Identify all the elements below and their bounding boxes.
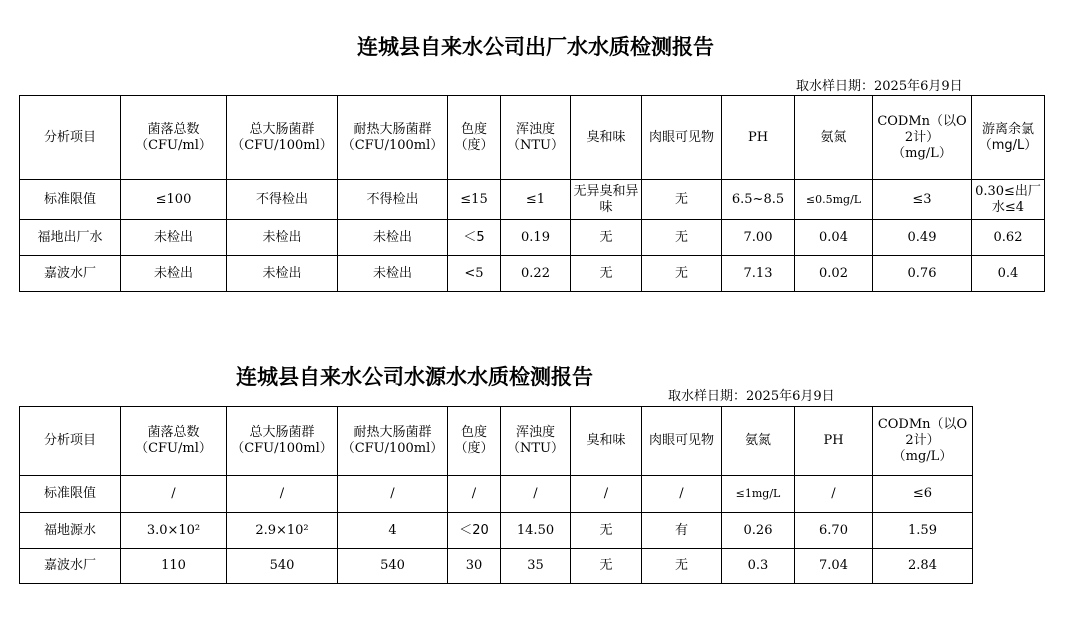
table-row bbox=[20, 180, 1045, 220]
header-cell: 浑浊度 （NTU） bbox=[501, 407, 571, 476]
header-cell: PH bbox=[722, 96, 795, 180]
table-cell: 无 bbox=[642, 256, 722, 292]
table-cell: / bbox=[642, 476, 722, 513]
row-label: 标准限值 bbox=[20, 180, 121, 220]
table-cell: 1.59 bbox=[873, 513, 973, 549]
table-cell: / bbox=[795, 476, 873, 513]
header-cell: CODMn（以O2计） （mg/L） bbox=[873, 96, 972, 180]
header-cell: 耐热大肠菌群 （CFU/100ml） bbox=[338, 407, 448, 476]
table-cell: 0.26 bbox=[722, 513, 795, 549]
header-cell: 肉眼可见物 bbox=[642, 96, 722, 180]
table-cell: 7.04 bbox=[795, 549, 873, 584]
report-2-sample-date: 取水样日期：2025年6月9日 bbox=[668, 389, 835, 404]
table-cell: 无 bbox=[571, 549, 642, 584]
table-cell: 0.22 bbox=[501, 256, 571, 292]
header-cell: 色度 （度） bbox=[448, 96, 501, 180]
table-cell: 30 bbox=[448, 549, 501, 584]
header-cell: PH bbox=[795, 407, 873, 476]
finished-water-quality-table bbox=[19, 95, 1045, 292]
table-cell: / bbox=[338, 476, 448, 513]
table-cell: 14.50 bbox=[501, 513, 571, 549]
table-cell: 540 bbox=[338, 549, 448, 584]
table-cell: 无 bbox=[642, 180, 722, 220]
header-cell: 分析项目 bbox=[20, 407, 121, 476]
table-cell: / bbox=[571, 476, 642, 513]
report-1-sample-date: 取水样日期：2025年6月9日 bbox=[796, 79, 963, 94]
header-cell: 浑浊度 （NTU） bbox=[501, 96, 571, 180]
table-row bbox=[20, 513, 973, 549]
table-cell: 不得检出 bbox=[338, 180, 448, 220]
table-cell: 0.62 bbox=[972, 220, 1045, 256]
row-label: 嘉波水厂 bbox=[20, 549, 121, 584]
table-cell: ≤1 bbox=[501, 180, 571, 220]
table-cell: <5 bbox=[448, 256, 501, 292]
table-cell: 未检出 bbox=[338, 256, 448, 292]
table-cell: ＜5 bbox=[448, 220, 501, 256]
table-cell: 0.76 bbox=[873, 256, 972, 292]
table-cell: 7.00 bbox=[722, 220, 795, 256]
table-cell: 未检出 bbox=[121, 220, 227, 256]
table-row bbox=[20, 549, 973, 584]
table-cell: 0.02 bbox=[795, 256, 873, 292]
table-cell: 0.19 bbox=[501, 220, 571, 256]
table-cell: 未检出 bbox=[121, 256, 227, 292]
header-cell: 耐热大肠菌群 （CFU/100ml） bbox=[338, 96, 448, 180]
table-cell: 110 bbox=[121, 549, 227, 584]
table-cell: ＜20 bbox=[448, 513, 501, 549]
header-cell: CODMn（以O2计） （mg/L） bbox=[873, 407, 973, 476]
table-cell: ≤3 bbox=[873, 180, 972, 220]
table-cell: ≤6 bbox=[873, 476, 973, 513]
header-row bbox=[20, 96, 1045, 180]
header-cell: 臭和味 bbox=[571, 407, 642, 476]
table-cell: ≤0.5mg/L bbox=[795, 180, 873, 220]
report-1-title: 连城县自来水公司出厂水水质检测报告 bbox=[357, 34, 714, 59]
table-cell: ≤1mg/L bbox=[722, 476, 795, 513]
header-cell: 氨氮 bbox=[795, 96, 873, 180]
table-cell: 7.13 bbox=[722, 256, 795, 292]
table-cell: ≤15 bbox=[448, 180, 501, 220]
source-water-quality-table bbox=[19, 406, 973, 584]
table-row bbox=[20, 220, 1045, 256]
row-label: 嘉波水厂 bbox=[20, 256, 121, 292]
table-cell: 0.49 bbox=[873, 220, 972, 256]
header-row bbox=[20, 407, 973, 476]
table-row bbox=[20, 256, 1045, 292]
header-cell: 总大肠菌群 （CFU/100ml） bbox=[227, 407, 338, 476]
table-cell: 无 bbox=[571, 256, 642, 292]
table-cell: 未检出 bbox=[227, 256, 338, 292]
header-cell: 肉眼可见物 bbox=[642, 407, 722, 476]
table-cell: 无 bbox=[571, 513, 642, 549]
table-cell: 6.70 bbox=[795, 513, 873, 549]
table-cell: 不得检出 bbox=[227, 180, 338, 220]
header-cell: 色度 （度） bbox=[448, 407, 501, 476]
table-cell: / bbox=[121, 476, 227, 513]
header-cell: 菌落总数 （CFU/ml） bbox=[121, 407, 227, 476]
table-cell: 有 bbox=[642, 513, 722, 549]
table-cell: / bbox=[448, 476, 501, 513]
table-cell: 无 bbox=[571, 220, 642, 256]
table-cell: 0.30≤出厂水≤4 bbox=[972, 180, 1045, 220]
table-cell: / bbox=[227, 476, 338, 513]
table-row bbox=[20, 476, 973, 513]
table-cell: 未检出 bbox=[338, 220, 448, 256]
table-cell: 2.84 bbox=[873, 549, 973, 584]
header-cell: 总大肠菌群 （CFU/100ml） bbox=[227, 96, 338, 180]
table-cell: 540 bbox=[227, 549, 338, 584]
table-cell: 35 bbox=[501, 549, 571, 584]
header-cell: 臭和味 bbox=[571, 96, 642, 180]
table-cell: 0.04 bbox=[795, 220, 873, 256]
table-cell: 2.9×10² bbox=[227, 513, 338, 549]
table-cell: 4 bbox=[338, 513, 448, 549]
row-label: 福地源水 bbox=[20, 513, 121, 549]
header-cell: 分析项目 bbox=[20, 96, 121, 180]
table-cell: 0.3 bbox=[722, 549, 795, 584]
table-cell: 无 bbox=[642, 220, 722, 256]
table-cell: 3.0×10² bbox=[121, 513, 227, 549]
header-cell: 氨氮 bbox=[722, 407, 795, 476]
table-cell: 0.4 bbox=[972, 256, 1045, 292]
row-label: 福地出厂水 bbox=[20, 220, 121, 256]
table-cell: 无异臭和异味 bbox=[571, 180, 642, 220]
header-cell: 菌落总数 （CFU/ml） bbox=[121, 96, 227, 180]
row-label: 标准限值 bbox=[20, 476, 121, 513]
header-cell: 游离余氯 （mg/L） bbox=[972, 96, 1045, 180]
table-cell: ≤100 bbox=[121, 180, 227, 220]
table-cell: 6.5~8.5 bbox=[722, 180, 795, 220]
table-cell: / bbox=[501, 476, 571, 513]
table-cell: 无 bbox=[642, 549, 722, 584]
report-2-title: 连城县自来水公司水源水水质检测报告 bbox=[236, 364, 593, 389]
table-cell: 未检出 bbox=[227, 220, 338, 256]
